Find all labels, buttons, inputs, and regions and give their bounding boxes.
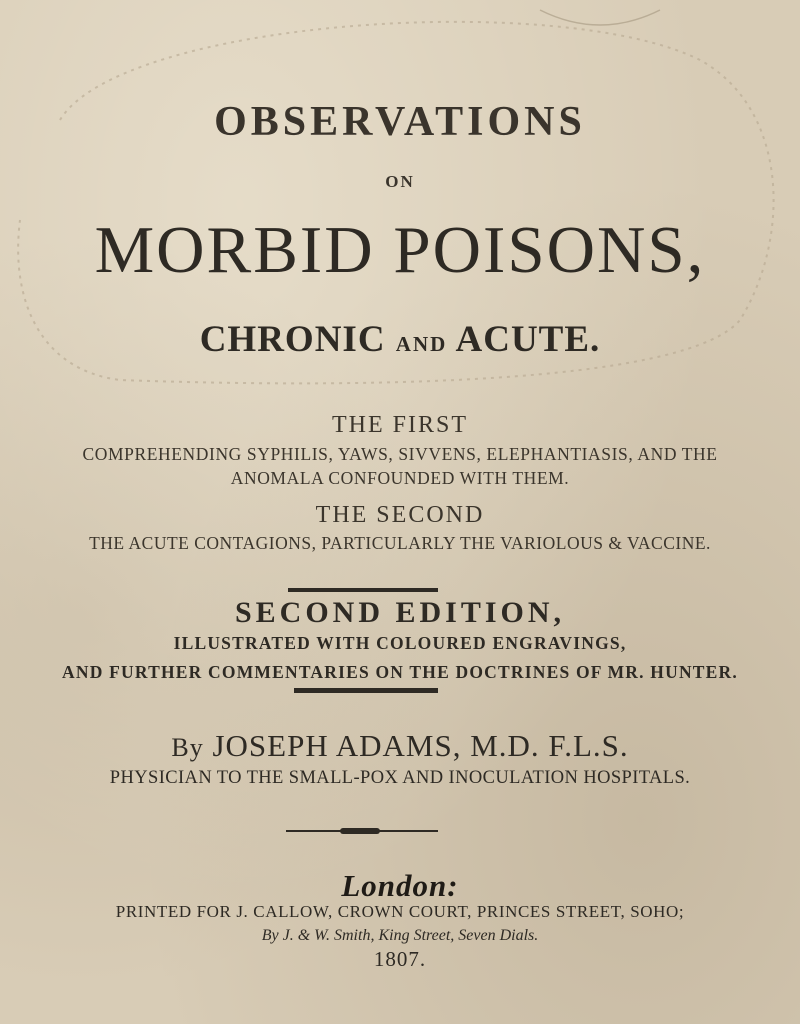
main-title: MORBID POISONS, xyxy=(94,213,706,287)
divider-rule xyxy=(288,588,438,592)
subtitle-acute: ACUTE. xyxy=(455,319,601,360)
first-description-line2: ANOMALA CONFOUNDED WITH THEM. xyxy=(230,468,570,488)
edition-label: SECOND EDITION, xyxy=(234,596,566,629)
title-observations: OBSERVATIONS xyxy=(214,99,586,145)
subtitle xyxy=(0,318,800,361)
edition-commentaries: AND FURTHER COMMENTARIES ON THE DOCTRINES OF MR. HUNTER. xyxy=(62,662,738,682)
edition-illustrated: ILLUSTRATED WITH COLOURED ENGRAVINGS, xyxy=(173,633,627,653)
title-on: ON xyxy=(385,172,415,191)
imprint-city: London: xyxy=(341,868,459,903)
divider-rule xyxy=(294,688,438,693)
second-description: THE ACUTE CONTAGIONS, PARTICULARLY THE VARIOLOUS & VACCINE. xyxy=(89,533,711,553)
imprint-year: 1807. xyxy=(373,947,427,971)
divider-ornament xyxy=(340,828,380,834)
imprint-printers: By J. & W. Smith, King Street, Seven Dials. xyxy=(261,927,539,944)
author-position: PHYSICIAN TO THE SMALL-POX AND INOCULATION HOSPITALS. xyxy=(109,768,691,788)
subtitle-and: AND xyxy=(395,332,448,356)
author-by: By xyxy=(171,733,204,762)
subtitle-chronic: CHRONIC xyxy=(199,319,386,360)
second-heading: THE SECOND xyxy=(315,502,485,528)
first-heading: THE FIRST xyxy=(331,412,468,438)
first-description-line1: COMPREHENDING SYPHILIS, YAWS, SIVVENS, ELEPHANTIASIS, AND THE xyxy=(82,444,718,464)
author-line xyxy=(0,728,800,764)
author-name: JOSEPH ADAMS, M.D. F.L.S. xyxy=(212,728,629,763)
imprint-printed-for: PRINTED FOR J. CALLOW, CROWN COURT, PRINCES STREET, SOHO; xyxy=(115,902,685,921)
